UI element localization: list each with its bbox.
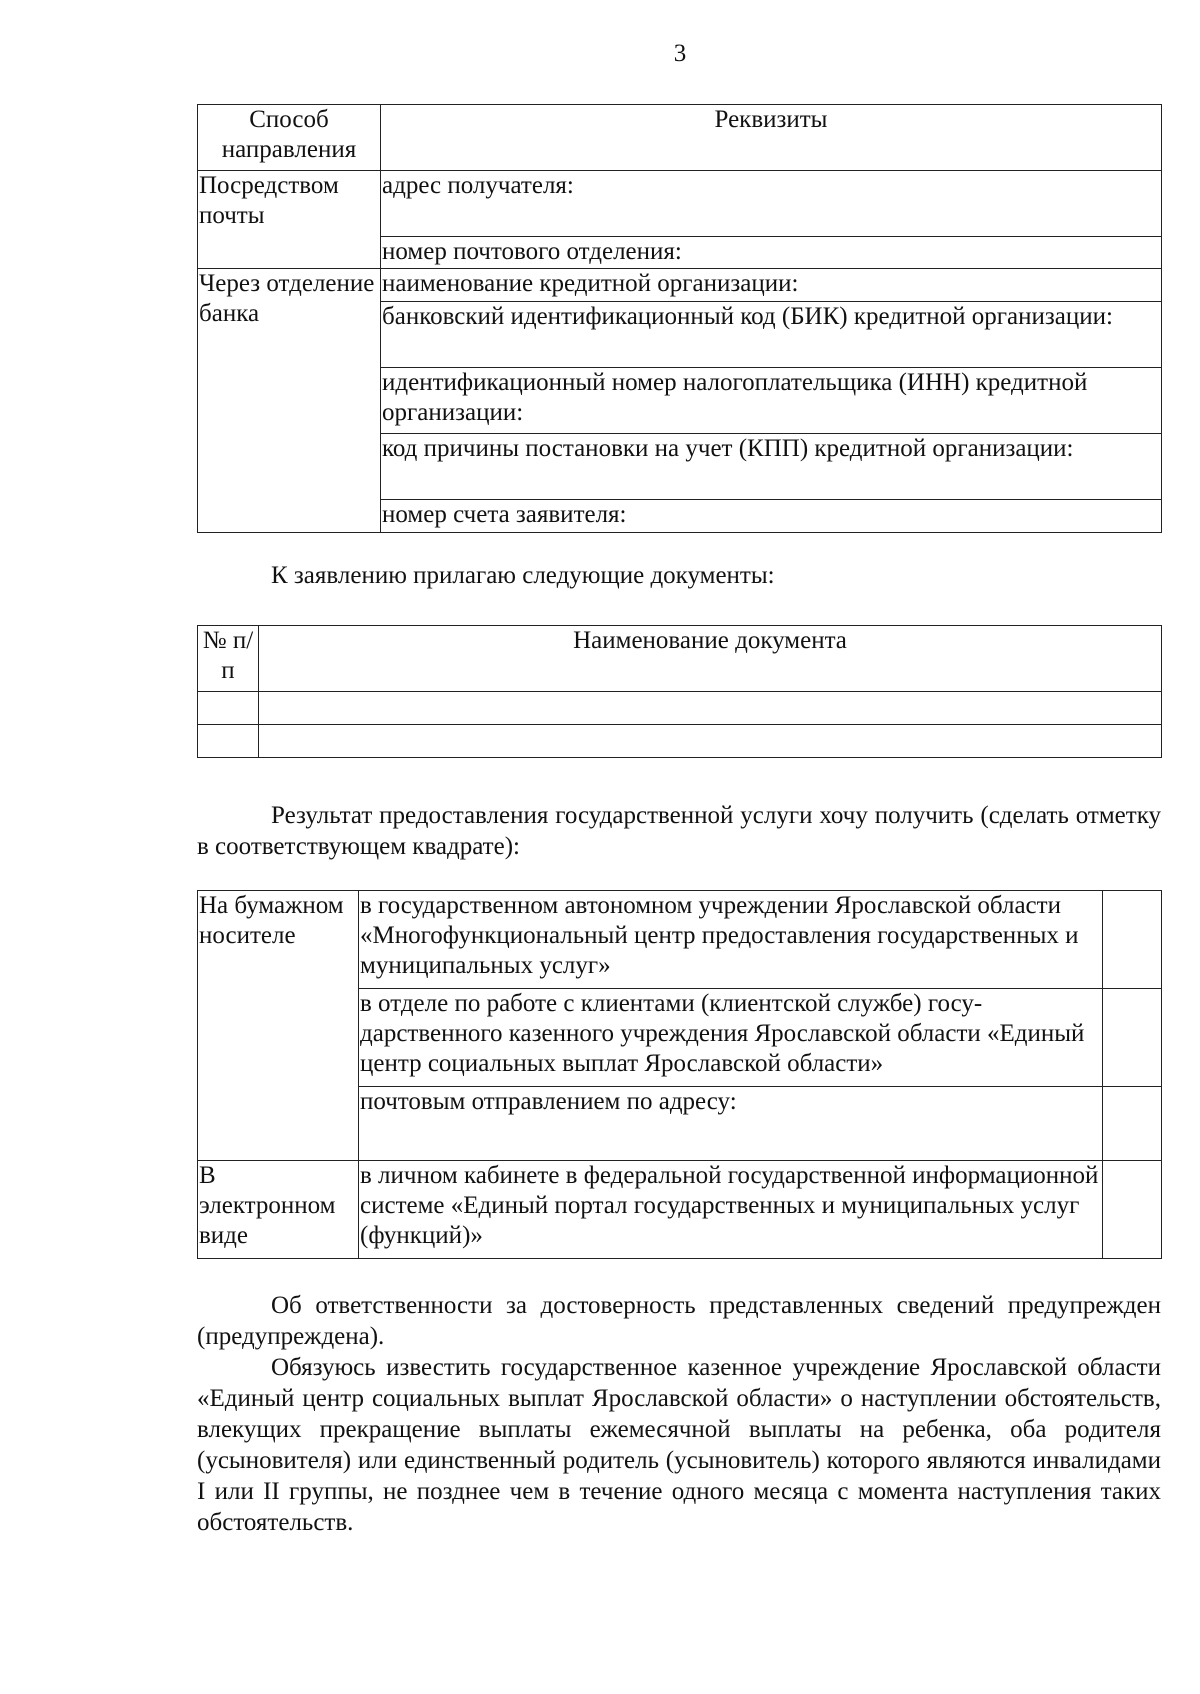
result-option-mfc: в государственном автономном учреждении Ярославской области «Многофункциональный центр предоставления государственных и муниципальных услуг» <box>359 891 1103 989</box>
checkbox-portal[interactable] <box>1103 1161 1162 1259</box>
document-row-1-number[interactable] <box>198 692 259 725</box>
field-bank-bik[interactable]: банковский идентификационный код (БИК) кредитной организации: <box>381 302 1162 368</box>
document-row-2-name[interactable] <box>259 725 1162 758</box>
method-post: Посредством почты <box>198 171 381 269</box>
field-bank-kpp[interactable]: код причины постановки на учет (КПП) кредитной организации: <box>381 434 1162 500</box>
method-bank: Через отделение банка <box>198 269 381 533</box>
result-option-client-service: в отделе по работе с клиентами (клиентской службе) госу-дарственного казенного учреждения Ярославской области «Единый центр социальных выплат Ярославской области» <box>359 989 1103 1087</box>
checkbox-postal[interactable] <box>1103 1087 1162 1161</box>
checkbox-mfc[interactable] <box>1103 891 1162 989</box>
responsibility-paragraph: Об ответственности за достоверность представленных сведений предупрежден (предупреждена). <box>197 1292 1161 1350</box>
field-bank-name[interactable]: наименование кредитной организации: <box>381 269 1162 302</box>
page-number: 3 <box>673 40 687 67</box>
document-row-1-name[interactable] <box>259 692 1162 725</box>
header-method: Способ направления <box>198 105 381 171</box>
header-requisites: Реквизиты <box>381 105 1162 171</box>
requisites-table <box>197 104 1162 533</box>
result-electronic-label: В электронном виде <box>198 1161 359 1259</box>
document-row-2-number[interactable] <box>198 725 259 758</box>
result-table <box>197 890 1162 1259</box>
documents-table <box>197 625 1162 758</box>
field-bank-inn[interactable]: идентификационный номер налогоплательщика (ИНН) кредитной организации: <box>381 368 1162 434</box>
field-account-number[interactable]: номер счета заявителя: <box>381 500 1162 533</box>
result-option-portal: в личном кабинете в федеральной государственной информационной системе «Единый портал государственных и муниципальных услуг (функций)» <box>359 1161 1103 1259</box>
header-number: № п/п <box>198 626 259 692</box>
header-document-name: Наименование документа <box>259 626 1162 692</box>
checkbox-client-service[interactable] <box>1103 989 1162 1087</box>
result-paper-label: На бумажном носителе <box>198 891 359 1161</box>
result-option-postal: почтовым отправлением по адресу: <box>359 1087 1103 1161</box>
result-intro: Результат предоставления государственной услуги хочу получить (сделать отметку в соответствующем квадрате): <box>197 802 1161 860</box>
documents-intro: К заявлению прилагаю следующие документы: <box>271 562 775 589</box>
field-post-office-number[interactable]: номер почтового отделения: <box>381 237 1162 269</box>
field-recipient-address[interactable]: адрес получателя: <box>381 171 1162 237</box>
obligation-paragraph: Обязуюсь известить государственное казенное учреждение Ярославской области «Единый центр социальных выплат Ярославской области» о наступлении обстоятельств, влекущих прекращение выплаты ежемесячной выплаты на ребенка, оба родителя (усыновителя) или единственный родитель (усыновитель) которого являются инвалидами I или II группы, не позднее чем в течение одного месяца с момента наступления таких обстоятельств. <box>197 1354 1161 1536</box>
